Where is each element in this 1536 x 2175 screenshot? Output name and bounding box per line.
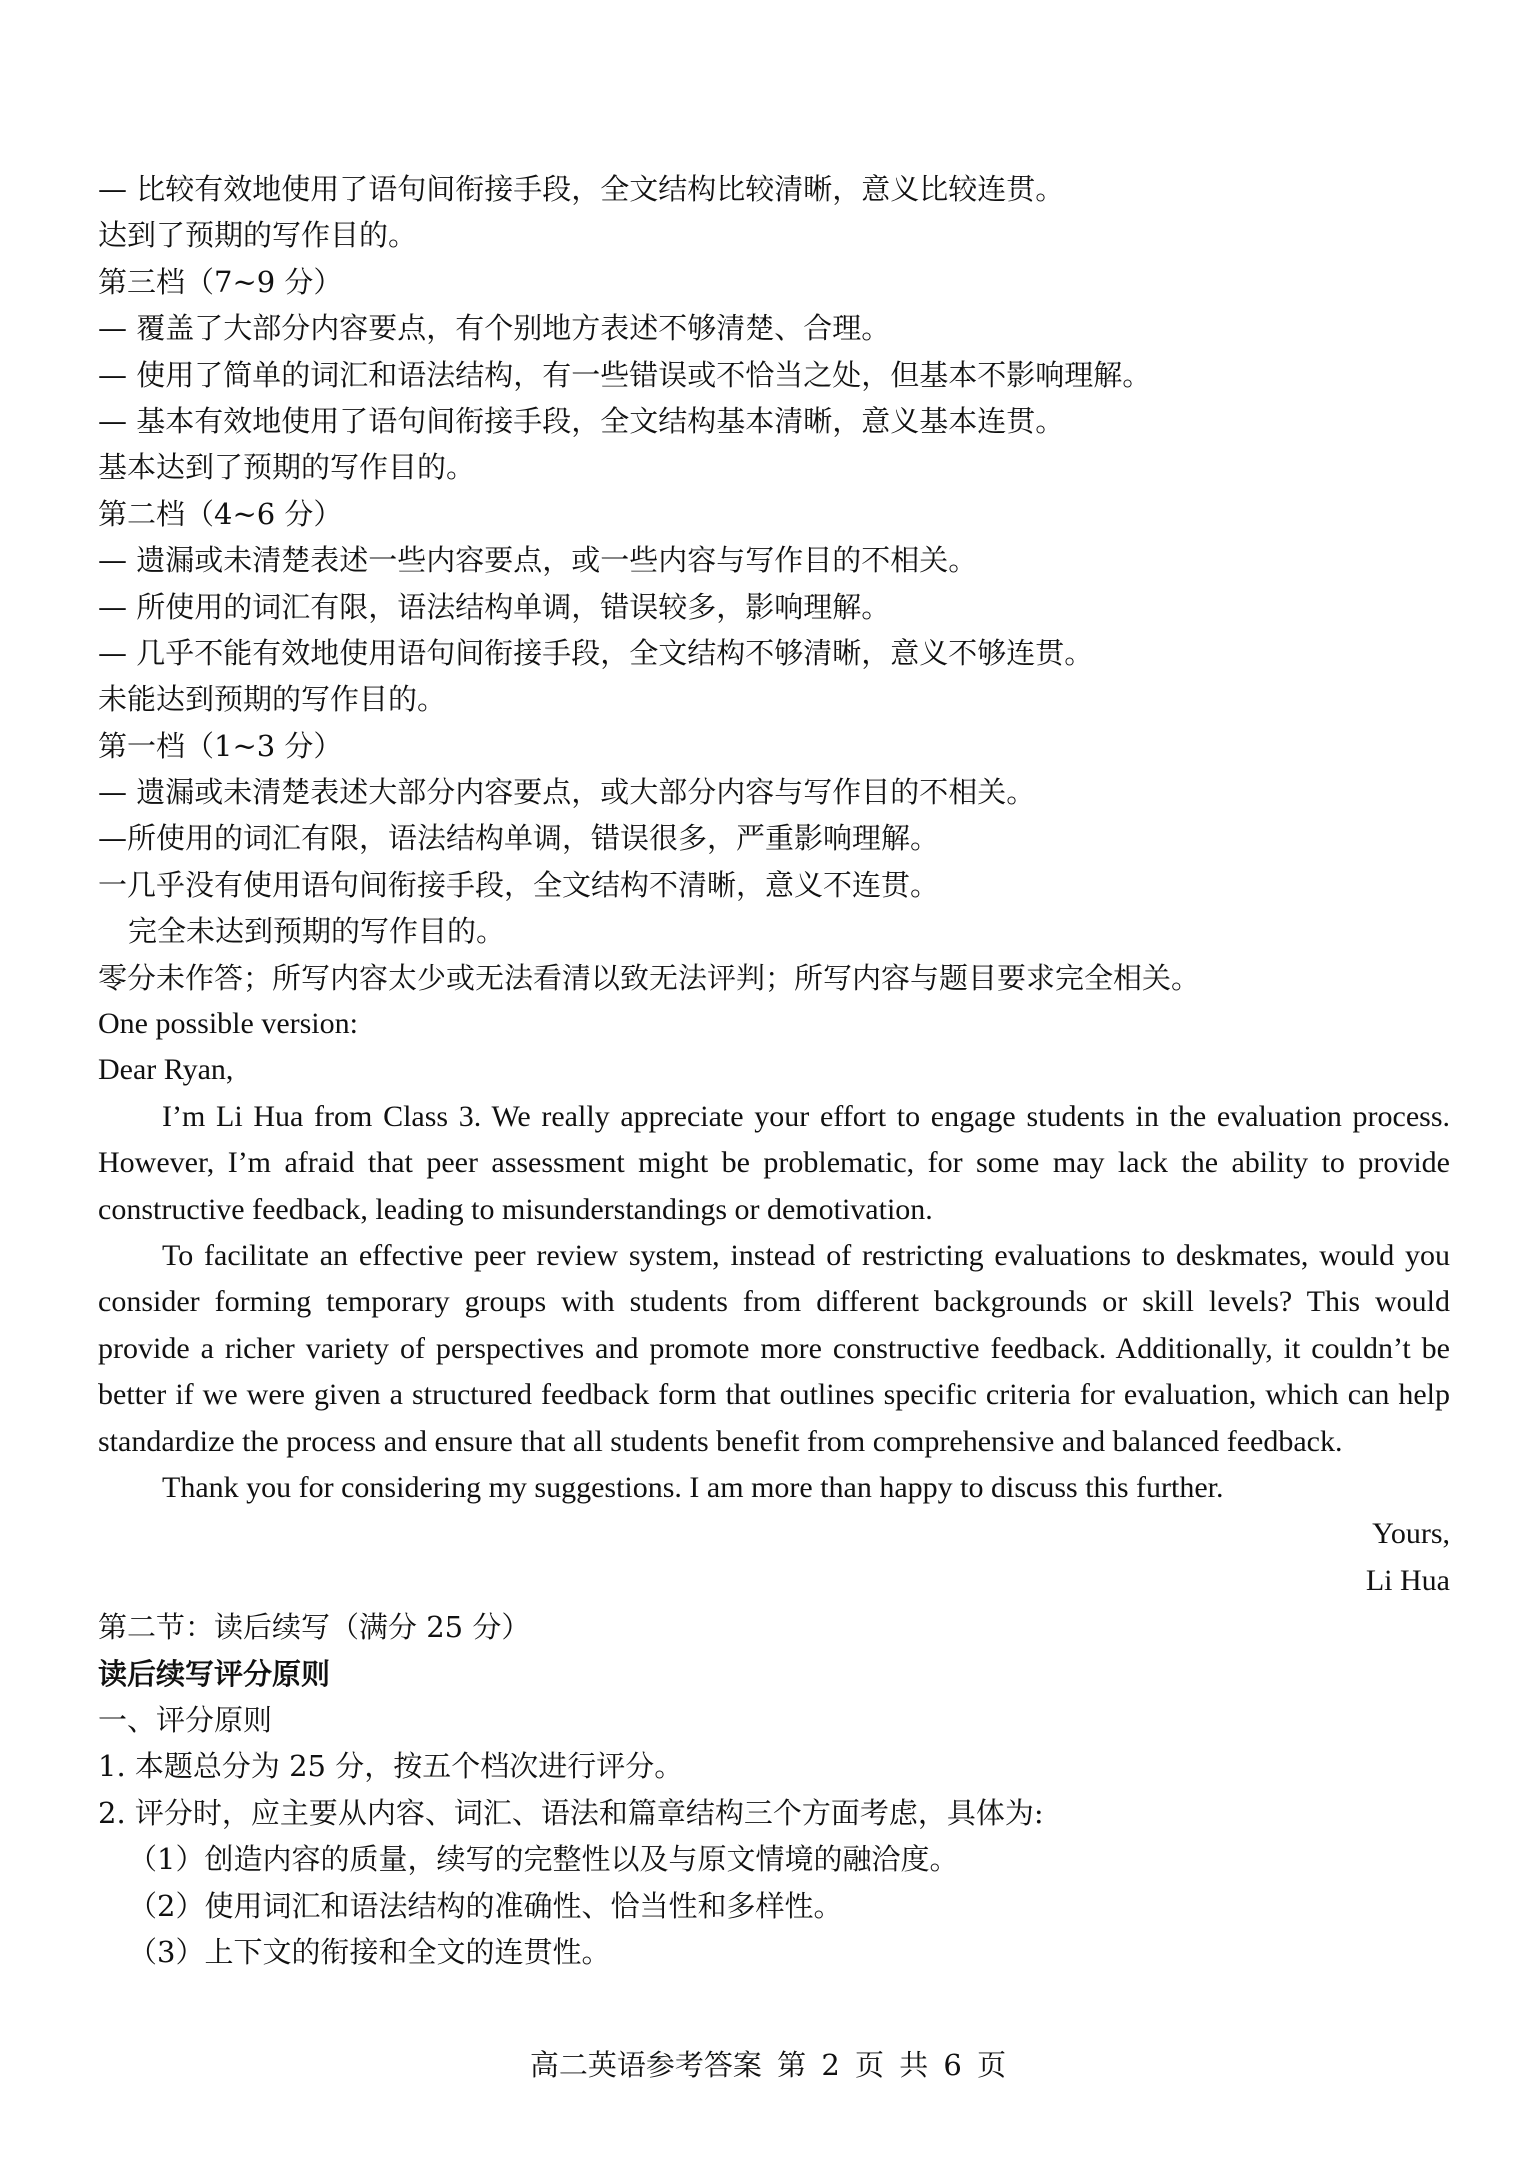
grade-heading: 第三档（7~9 分） xyxy=(98,264,343,299)
zero-score-line: 零分未作答；所写内容太少或无法看清以致无法评判；所写内容与题目要求完全相关。 xyxy=(98,960,1201,995)
sample-intro: One possible version: xyxy=(98,1007,358,1041)
rule-item-2: 2. 评分时，应主要从内容、词汇、语法和篇章结构三个方面考虑，具体为: xyxy=(98,1795,1044,1830)
letter-signature: Li Hua xyxy=(1365,1563,1450,1597)
letter-paragraph-2: To facilitate an effective peer review system, instead of restricting evaluations to deskmates, would you consider forming temporary groups with students from different backgrounds or skill levels? This would provide a richer variety of perspectives and promote more constructive feedback. Additionally, it couldn’t be better if we were given a structured feedback form that outlines specific criteria for evaluation, which can help standardize the process and ensure that all students benefit from comprehensive and balanced feedback. xyxy=(98,1239,1450,1458)
criteria-line: — 覆盖了大部分内容要点，有个别地方表述不够清楚、合理。 xyxy=(98,311,891,346)
criteria-line: —所使用的词汇有限，语法结构单调，错误很多，严重影响理解。 xyxy=(98,821,940,856)
criteria-line: — 几乎不能有效地使用语句间衔接手段，全文结构不够清晰，意义不够连贯。 xyxy=(98,635,1094,670)
criteria-line: 达到了预期的写作目的。 xyxy=(98,218,418,253)
criteria-line: — 比较有效地使用了语句间衔接手段，全文结构比较清晰，意义比较连贯。 xyxy=(98,172,1065,206)
criteria-line: 一几乎没有使用语句间衔接手段，全文结构不清晰，意义不连贯。 xyxy=(98,867,940,902)
rule-subitem-2: （2）使用词汇和语法结构的准确性、恰当性和多样性。 xyxy=(128,1888,843,1923)
criteria-line: 基本达到了预期的写作目的。 xyxy=(98,450,476,485)
criteria-line: — 所使用的词汇有限，语法结构单调，错误较多，影响理解。 xyxy=(98,589,891,624)
letter-closing: Yours, xyxy=(1372,1517,1450,1551)
page-content xyxy=(98,166,1450,1975)
rule-subitem-3: （3）上下文的衔接和全文的连贯性。 xyxy=(128,1934,611,1969)
section-subheading: 读后续写评分原则 xyxy=(98,1656,331,1691)
part-title: 一、评分原则 xyxy=(98,1703,273,1738)
rule-item-1: 1. 本题总分为 25 分，按五个档次进行评分。 xyxy=(98,1749,684,1784)
criteria-line: — 基本有效地使用了语句间衔接手段，全文结构基本清晰，意义基本连贯。 xyxy=(98,403,1065,438)
letter-paragraph-1: I’m Li Hua from Class 3. We really appreciate your effort to engage students in the evaluation process. However, I’m afraid that peer assessment might be problematic, for some may lack the ability to provide constructive feedback, leading to misunderstandings or demotivation. xyxy=(98,1099,1450,1226)
criteria-line: 完全未达到预期的写作目的。 xyxy=(128,914,506,949)
criteria-line: — 遗漏或未清楚表述一些内容要点，或一些内容与写作目的不相关。 xyxy=(98,543,978,578)
criteria-line: — 遗漏或未清楚表述大部分内容要点，或大部分内容与写作目的不相关。 xyxy=(98,775,1036,810)
section-heading: 第二节：读后续写（满分 25 分） xyxy=(98,1610,531,1645)
criteria-line: — 使用了简单的词汇和语法结构，有一些错误或不恰当之处，但基本不影响理解。 xyxy=(98,357,1152,392)
grade-heading: 第一档（1~3 分） xyxy=(98,728,343,763)
criteria-line: 未能达到预期的写作目的。 xyxy=(98,682,447,717)
letter-paragraph-3: Thank you for considering my suggestions. I am more than happy to discuss this further. xyxy=(162,1471,1224,1505)
grade-heading: 第二档（4~6 分） xyxy=(98,496,343,531)
page-footer: 高二英语参考答案 第 2 页 共 6 页 xyxy=(529,2048,1007,2082)
letter-salutation: Dear Ryan, xyxy=(98,1053,234,1087)
rule-subitem-1: （1）创造内容的质量，续写的完整性以及与原文情境的融洽度。 xyxy=(128,1842,959,1877)
